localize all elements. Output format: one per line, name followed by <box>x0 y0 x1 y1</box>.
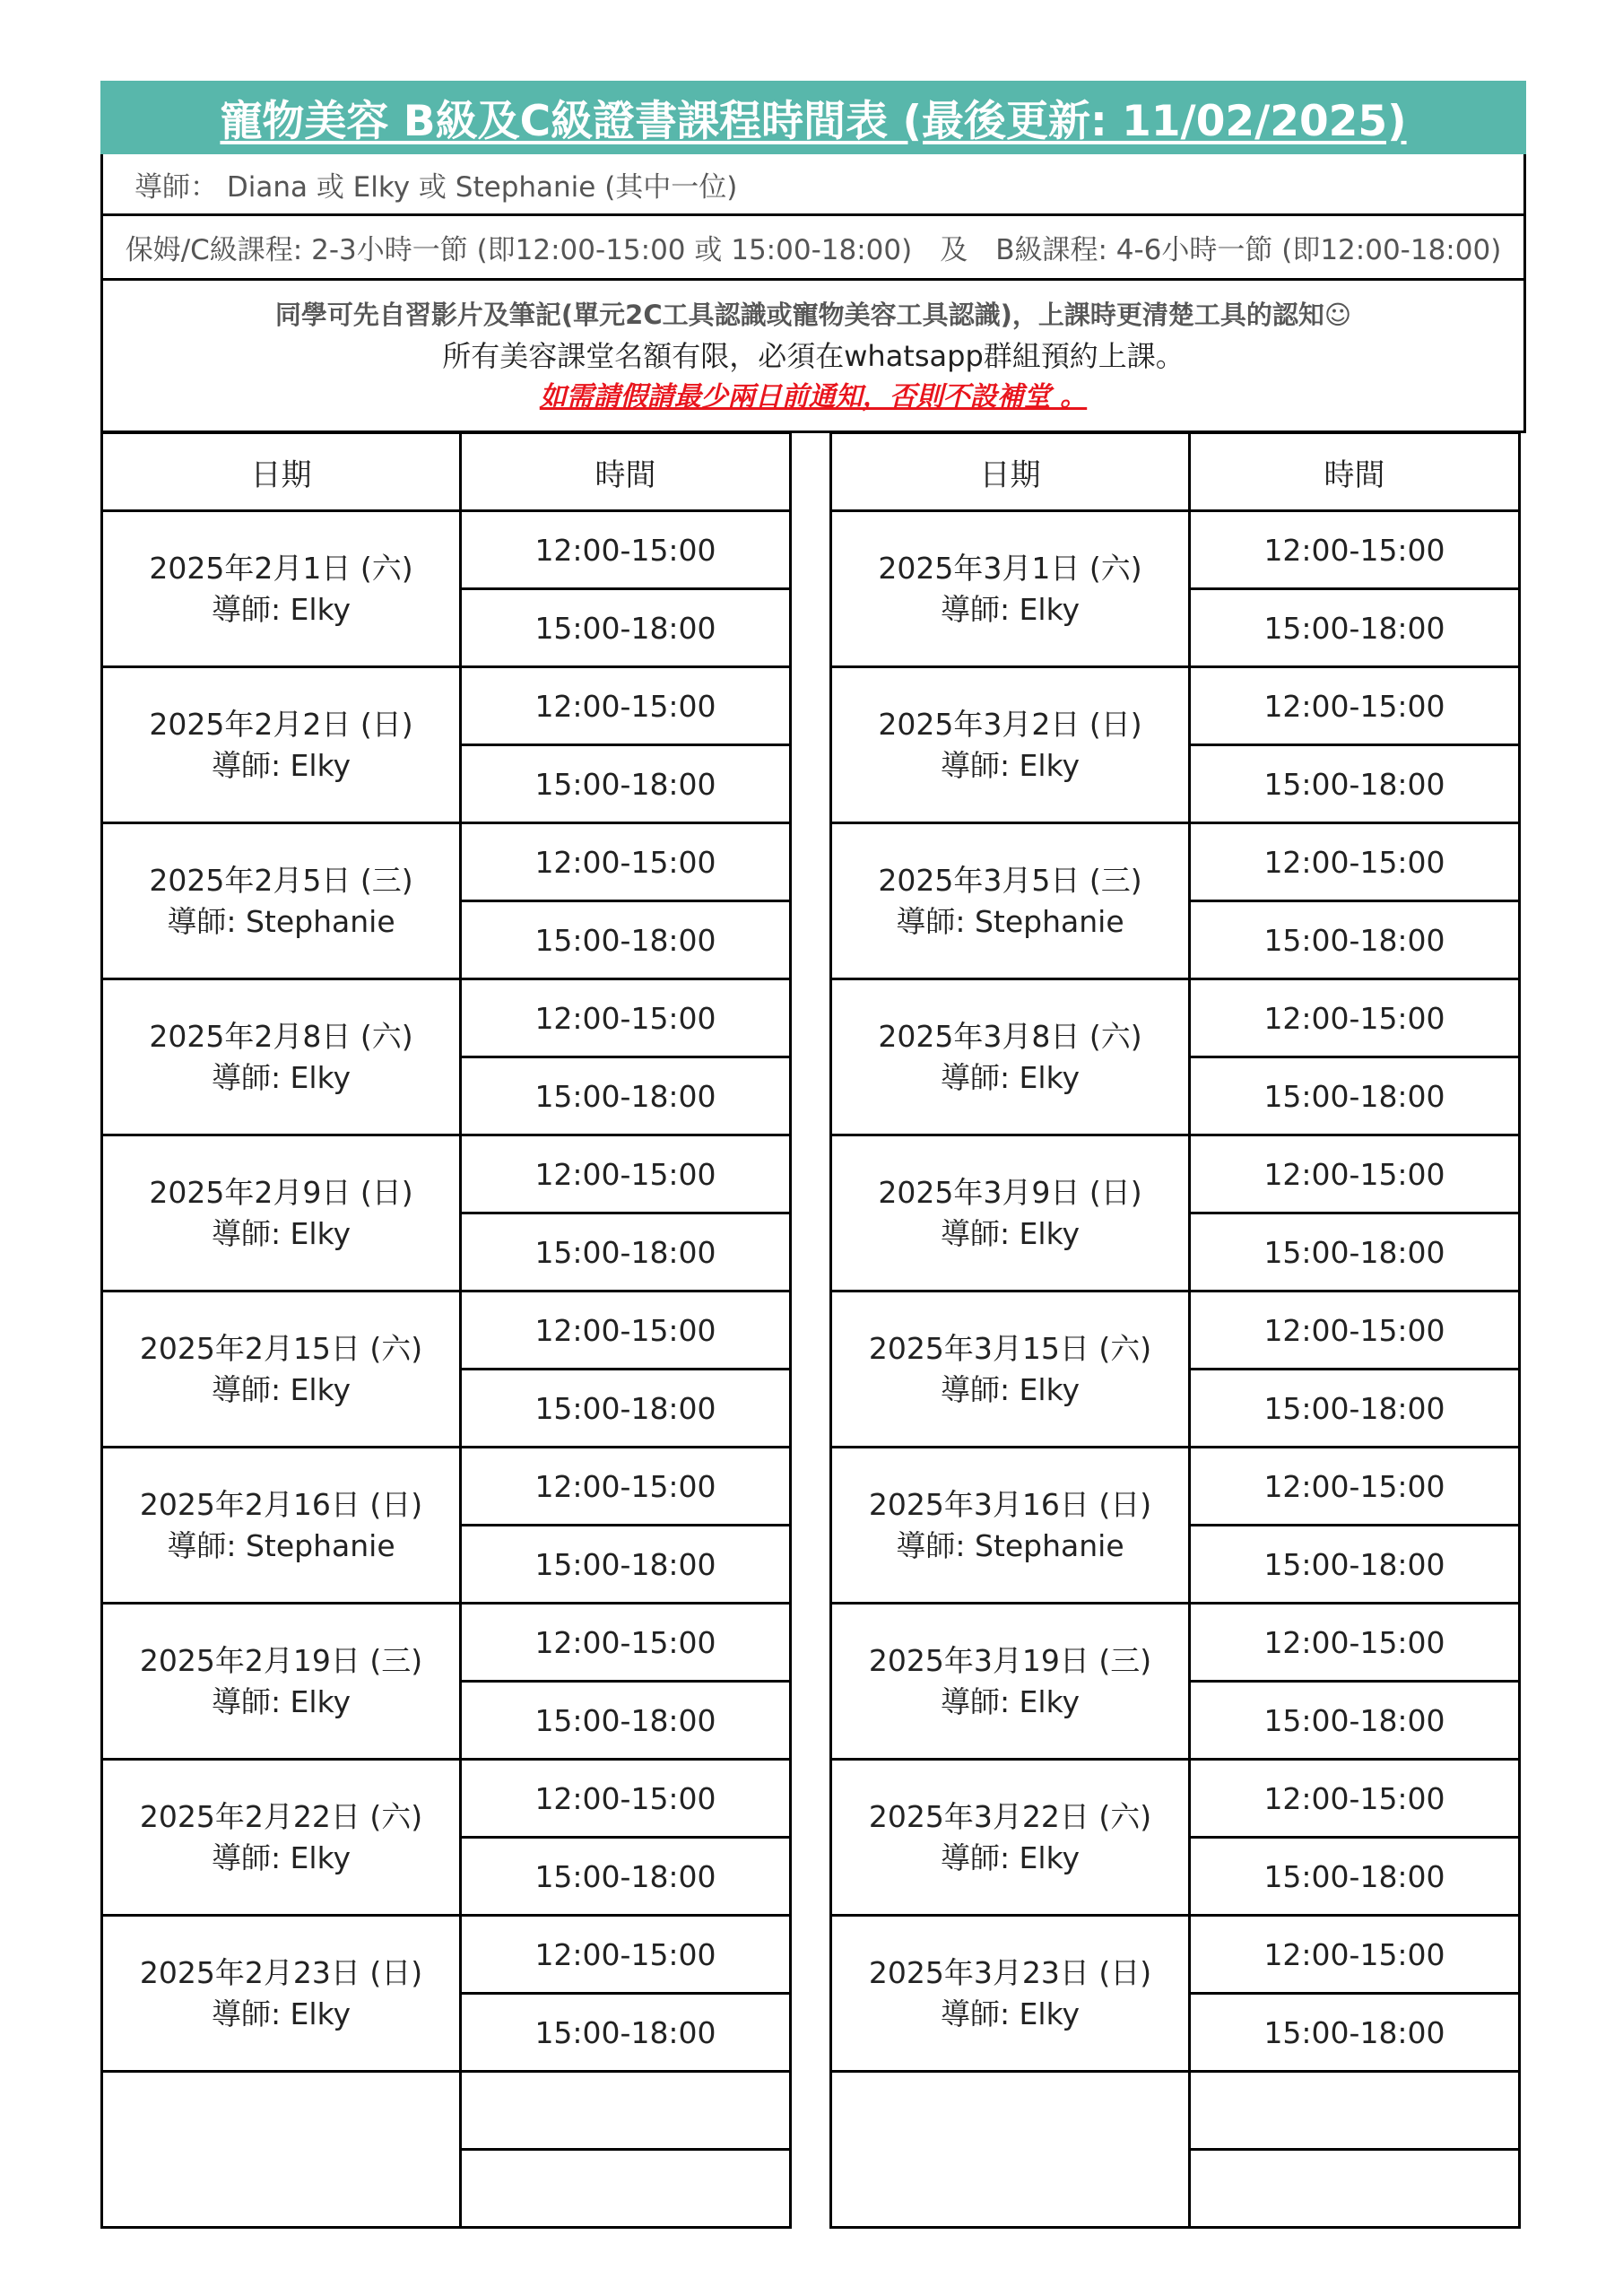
date-cell <box>102 667 461 823</box>
time-header: 時間 <box>461 433 791 511</box>
table-row <box>102 979 791 1057</box>
table-row <box>831 1448 1520 1526</box>
date-cell <box>102 1604 461 1760</box>
date-cell <box>831 1760 1190 1916</box>
session-date: 2025年3月23日 (日) <box>868 1954 1152 1990</box>
time-slot: 12:00-15:00 <box>461 1448 791 1526</box>
table-row <box>831 1604 1520 1682</box>
time-slot: 12:00-15:00 <box>1190 667 1520 745</box>
empty-time-cell <box>461 2150 791 2228</box>
table-row <box>102 1604 791 1682</box>
study-notice: 同學可先自習影片及筆記(單元2C工具認識或寵物美容工具認識)，上課時更清楚工具的認知☺ <box>274 299 1352 330</box>
session-teacher: 導師: Elky <box>940 1215 1081 1251</box>
time-slot: 12:00-15:00 <box>1190 1760 1520 1838</box>
date-cell <box>831 667 1190 823</box>
time-slot: 15:00-18:00 <box>461 589 791 667</box>
session-teacher: 導師: Stephanie <box>896 903 1124 939</box>
title-bar <box>100 81 1526 154</box>
time-slot: 12:00-15:00 <box>1190 1448 1520 1526</box>
time-slot: 12:00-15:00 <box>461 511 791 589</box>
february-schedule-table <box>100 431 792 2229</box>
session-date: 2025年3月9日 (日) <box>878 1174 1142 1210</box>
date-header: 日期 <box>831 433 1190 511</box>
table-row <box>102 1760 791 1838</box>
time-slot: 15:00-18:00 <box>1190 901 1520 979</box>
date-cell <box>102 979 461 1135</box>
session-date: 2025年2月9日 (日) <box>149 1174 413 1210</box>
time-slot: 12:00-15:00 <box>1190 823 1520 901</box>
time-slot: 12:00-15:00 <box>461 1135 791 1213</box>
session-teacher: 導師: Stephanie <box>896 1527 1124 1563</box>
session-date: 2025年2月19日 (三) <box>139 1642 423 1678</box>
date-cell <box>102 1292 461 1448</box>
time-slot: 15:00-18:00 <box>1190 589 1520 667</box>
table-row <box>831 979 1520 1057</box>
table-row <box>831 1760 1520 1838</box>
time-slot: 12:00-15:00 <box>461 823 791 901</box>
session-teacher: 導師: Elky <box>211 1059 352 1095</box>
time-slot: 15:00-18:00 <box>461 1213 791 1292</box>
time-slot: 15:00-18:00 <box>461 901 791 979</box>
session-date: 2025年3月19日 (三) <box>868 1642 1152 1678</box>
session-teacher: 導師: Elky <box>211 1839 352 1875</box>
course-duration-info: 保姆/C級課程: 2-3小時一節 (即12:00-15:00 或 15:00-18:00) 及 B級課程: 4-6小時一節 (即12:00-18:00) <box>103 216 1523 281</box>
time-slot: 15:00-18:00 <box>461 1994 791 2072</box>
empty-row <box>102 2072 791 2150</box>
session-date: 2025年2月1日 (六) <box>149 550 413 586</box>
session-teacher: 導師: Elky <box>940 1683 1081 1719</box>
session-date: 2025年3月8日 (六) <box>878 1018 1142 1054</box>
session-teacher: 導師: Elky <box>211 1996 352 2031</box>
empty-row <box>831 2072 1520 2150</box>
time-slot: 15:00-18:00 <box>1190 1682 1520 1760</box>
session-teacher: 導師: Elky <box>940 1996 1081 2031</box>
session-teacher: 導師: Elky <box>211 1683 352 1719</box>
table-row <box>102 667 791 745</box>
time-slot: 15:00-18:00 <box>1190 1213 1520 1292</box>
date-cell <box>102 1760 461 1916</box>
session-date: 2025年3月22日 (六) <box>868 1798 1152 1834</box>
page-title: 寵物美容 B級及C級證書課程時間表 (最後更新: 11/02/2025) <box>220 96 1407 146</box>
date-cell <box>831 823 1190 979</box>
time-slot: 12:00-15:00 <box>461 1916 791 1994</box>
header-row <box>831 433 1520 511</box>
table-row <box>102 1135 791 1213</box>
header-row <box>102 433 791 511</box>
time-slot: 12:00-15:00 <box>1190 1292 1520 1370</box>
session-date: 2025年3月1日 (六) <box>878 550 1142 586</box>
session-teacher: 導師: Elky <box>940 591 1081 627</box>
date-cell <box>831 1448 1190 1604</box>
session-teacher: 導師: Elky <box>940 1839 1081 1875</box>
time-slot: 12:00-15:00 <box>1190 1604 1520 1682</box>
time-slot: 15:00-18:00 <box>1190 1370 1520 1448</box>
session-teacher: 導師: Elky <box>940 747 1081 783</box>
empty-time-cell <box>1190 2072 1520 2150</box>
time-slot: 15:00-18:00 <box>461 1838 791 1916</box>
leave-notice: 如需請假請最少兩日前通知，否則不設補堂 。 <box>539 380 1088 413</box>
table-row <box>102 1916 791 1994</box>
date-cell <box>831 1916 1190 2072</box>
notice-box <box>103 281 1523 433</box>
time-slot: 15:00-18:00 <box>461 1682 791 1760</box>
session-date: 2025年2月23日 (日) <box>139 1954 423 1990</box>
table-row <box>831 511 1520 589</box>
date-header: 日期 <box>102 433 461 511</box>
booking-notice: 所有美容課堂名額有限，必須在whatsapp群組預約上課。 <box>442 338 1185 373</box>
date-cell <box>102 511 461 667</box>
session-teacher: 導師: Elky <box>940 1059 1081 1095</box>
session-date: 2025年2月5日 (三) <box>149 862 413 898</box>
table-row <box>831 667 1520 745</box>
date-cell <box>102 1916 461 2072</box>
date-cell <box>102 1135 461 1292</box>
session-date: 2025年3月16日 (日) <box>868 1486 1152 1522</box>
time-slot: 12:00-15:00 <box>1190 511 1520 589</box>
time-slot: 12:00-15:00 <box>1190 1135 1520 1213</box>
time-slot: 15:00-18:00 <box>1190 1526 1520 1604</box>
date-cell <box>831 511 1190 667</box>
time-slot: 12:00-15:00 <box>461 1760 791 1838</box>
session-date: 2025年2月15日 (六) <box>139 1330 423 1366</box>
date-cell <box>102 1448 461 1604</box>
time-slot: 15:00-18:00 <box>461 1057 791 1135</box>
session-teacher: 導師: Stephanie <box>167 1527 395 1563</box>
table-row <box>831 1292 1520 1370</box>
empty-date-cell <box>831 2072 1190 2228</box>
table-row <box>102 823 791 901</box>
session-date: 2025年3月5日 (三) <box>878 862 1142 898</box>
time-slot: 15:00-18:00 <box>461 1526 791 1604</box>
time-slot: 15:00-18:00 <box>1190 1994 1520 2072</box>
table-row <box>831 823 1520 901</box>
time-slot: 12:00-15:00 <box>461 1604 791 1682</box>
table-row <box>102 1292 791 1370</box>
session-date: 2025年2月2日 (日) <box>149 706 413 742</box>
session-teacher: 導師: Stephanie <box>167 903 395 939</box>
teachers-info: 導師： Diana 或 Elky 或 Stephanie (其中一位) <box>103 154 1523 216</box>
time-slot: 15:00-18:00 <box>1190 745 1520 823</box>
time-slot: 15:00-18:00 <box>1190 1838 1520 1916</box>
table-row <box>831 1916 1520 1994</box>
session-teacher: 導師: Elky <box>211 1371 352 1407</box>
time-header: 時間 <box>1190 433 1520 511</box>
session-teacher: 導師: Elky <box>940 1371 1081 1407</box>
date-cell <box>831 1604 1190 1760</box>
time-slot: 15:00-18:00 <box>461 1370 791 1448</box>
time-slot: 12:00-15:00 <box>1190 979 1520 1057</box>
date-cell <box>831 1135 1190 1292</box>
empty-time-cell <box>461 2072 791 2150</box>
session-date: 2025年3月15日 (六) <box>868 1330 1152 1366</box>
empty-date-cell <box>102 2072 461 2228</box>
time-slot: 12:00-15:00 <box>461 667 791 745</box>
session-date: 2025年3月2日 (日) <box>878 706 1142 742</box>
session-teacher: 導師: Elky <box>211 591 352 627</box>
session-teacher: 導師: Elky <box>211 747 352 783</box>
session-teacher: 導師: Elky <box>211 1215 352 1251</box>
time-slot: 12:00-15:00 <box>461 979 791 1057</box>
time-slot: 12:00-15:00 <box>461 1292 791 1370</box>
session-date: 2025年2月8日 (六) <box>149 1018 413 1054</box>
session-date: 2025年2月22日 (六) <box>139 1798 423 1834</box>
time-slot: 15:00-18:00 <box>461 745 791 823</box>
date-cell <box>831 979 1190 1135</box>
empty-time-cell <box>1190 2150 1520 2228</box>
table-row <box>831 1135 1520 1213</box>
time-slot: 15:00-18:00 <box>1190 1057 1520 1135</box>
session-date: 2025年2月16日 (日) <box>139 1486 423 1522</box>
table-row <box>102 511 791 589</box>
date-cell <box>831 1292 1190 1448</box>
date-cell <box>102 823 461 979</box>
march-schedule-table <box>829 431 1521 2229</box>
table-row <box>102 1448 791 1526</box>
time-slot: 12:00-15:00 <box>1190 1916 1520 1994</box>
